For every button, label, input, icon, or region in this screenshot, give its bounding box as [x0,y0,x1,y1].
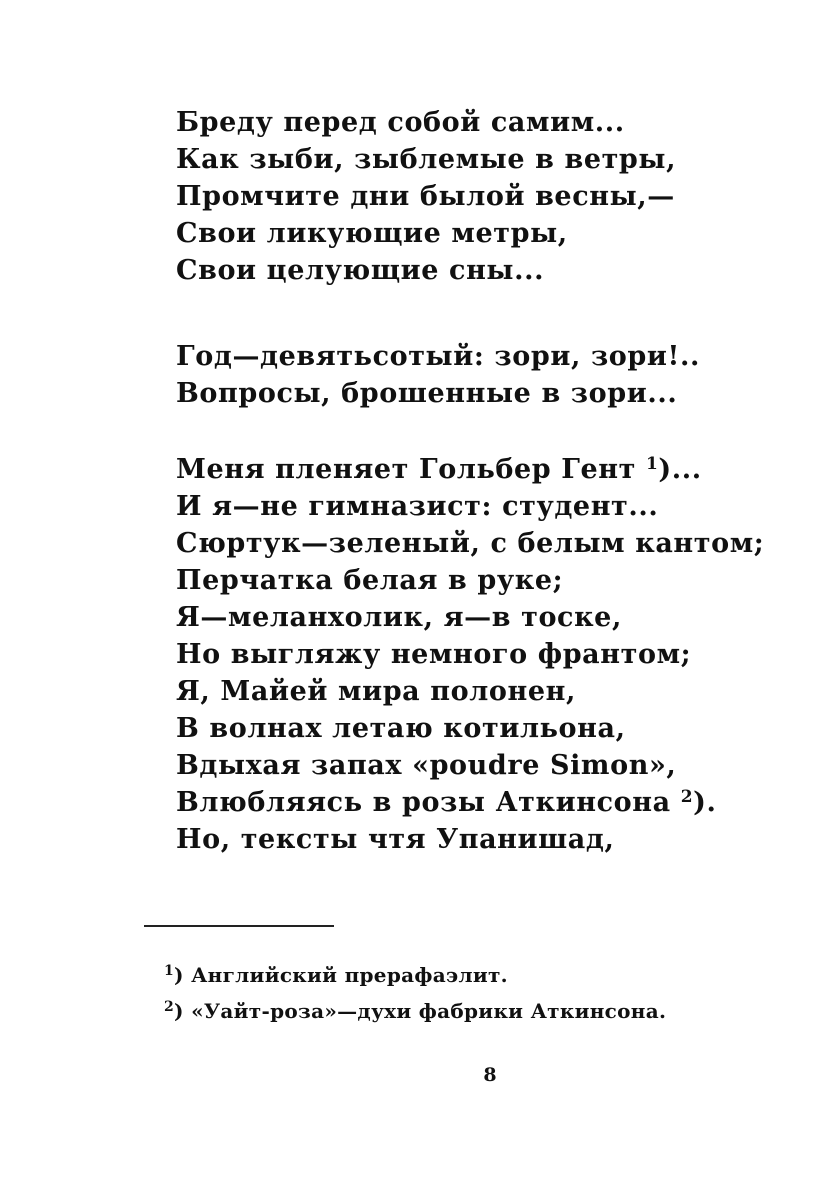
stanza-1 [176,104,676,289]
footnote-text: ) Английский прерафаэлит. [174,963,508,987]
footnote-text: ) «Уайт-роза»—духи фабрики Аткинсона. [174,999,667,1023]
verse-line: Свои целующие сны... [176,255,545,286]
verse-line: Вдыхая запах «poudre Simon», [176,750,677,781]
verse-line: Бреду перед собой самим... [176,107,625,138]
footnote-reference[interactable]: 1 [645,454,659,474]
verse-line: Вопросы, брошенные в зори... [176,378,678,409]
verse-line: Сюртук—зеленый, с белым кантом; [176,528,765,559]
verse-line: Промчите дни былой весны,— [176,181,675,212]
footnote-2 [164,993,666,1029]
verse-line-with-footnote-ref [176,451,764,488]
footnote-mark: 2 [164,999,175,1015]
footnote-divider [144,925,334,927]
verse-line-with-footnote-ref [176,784,764,821]
verse-line: Я—меланхолик, я—в тоске, [176,602,622,633]
stanza-3 [176,451,764,858]
verse-line: Но выгляжу немного франтом; [176,639,692,670]
footnote-mark: 1 [164,963,175,979]
footnotes [164,957,666,1029]
verse-text: Меня пленяет Гольбер Гент [176,454,646,485]
page-number: 8 [483,1064,497,1086]
verse-line: В волнах летаю котильона, [176,713,626,744]
verse-line: Год—девятьсотый: зори, зори!.. [176,341,700,372]
verse-line: Свои ликующие метры, [176,218,568,249]
footnote-reference[interactable]: 2 [680,787,694,807]
verse-line: Но, тексты чтя Упанишад, [176,824,615,855]
verse-line: Перчатка белая в руке; [176,565,564,596]
stanza-2 [176,338,700,412]
verse-line: И я—не гимназист: студент... [176,491,659,522]
verse-line: Я, Майей мира полонен, [176,676,576,707]
footnote-1 [164,957,666,993]
verse-text: Влюбляясь в розы Аткинсона [176,787,681,818]
verse-text-tail: )... [658,454,702,485]
verse-line: Как зыби, зыблемые в ветры, [176,144,677,175]
verse-text-tail: ). [693,787,717,818]
